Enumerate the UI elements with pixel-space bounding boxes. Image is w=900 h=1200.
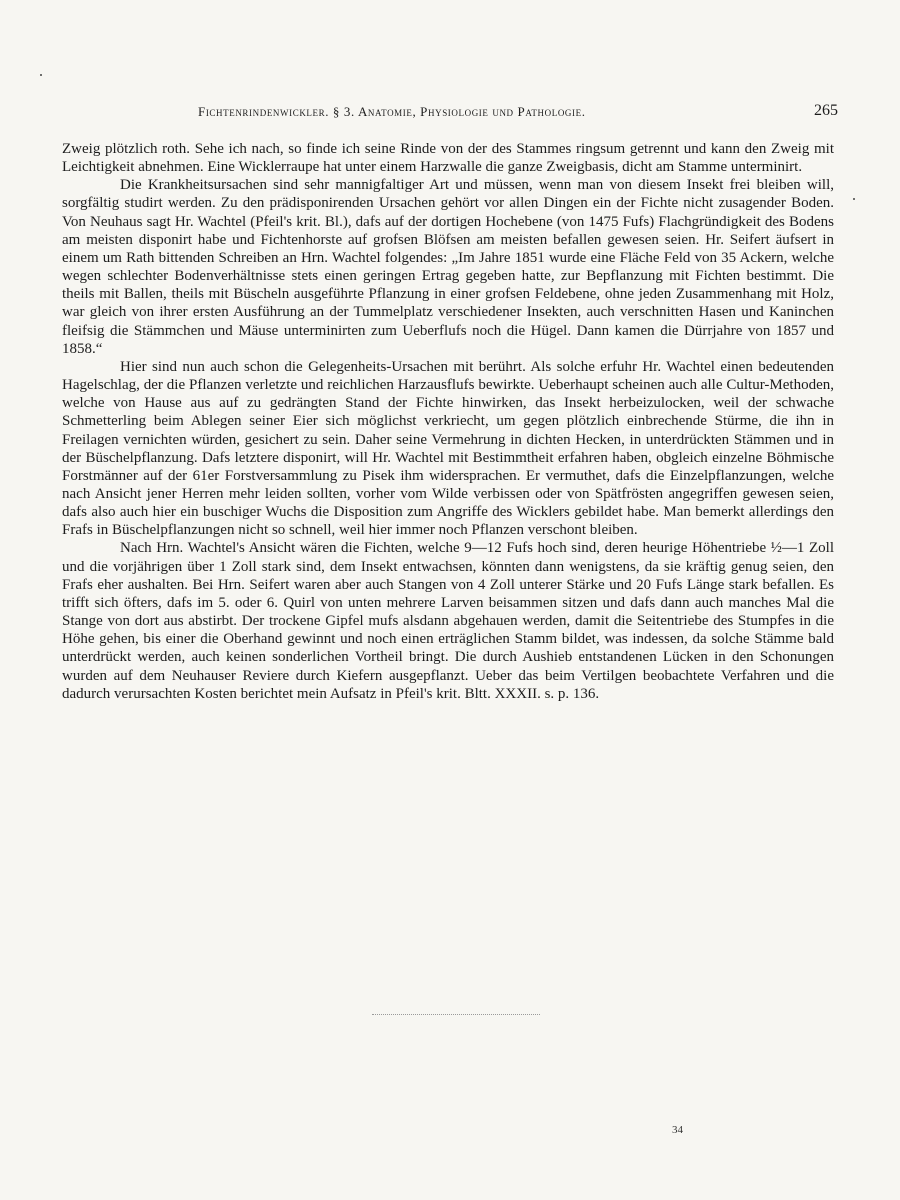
paragraph-3: Hier sind nun auch schon die Gelegenheits-Ursachen mit berührt. Als solche erfuhr Hr. Wachtel einen bedeutenden Hagelschlag, der die Pflanzen verletzte und reichlichen Harzausflufs bewirkte. Ueberhaupt scheinen auch alle Cultur-Methoden, welche von Hause aus auf zu gedrängten Stand der Fichte hinwirken, das Insekt herbeizulocken, weil der schwache Schmetterling beim Ablegen seiner Eier sich möglichst verkriecht, um gegen plötzlich einbrechende Stürme, die ihn in Freilagen vernichten würden, gesichert zu sein. Daher seine Vermehrung in dichten Hecken, in unterdrückten Stämmen und in der Büschelpflanzung. Dafs letztere disponirt, will Hr. Wachtel mit Bestimmtheit erfahren haben, obgleich einzelne Böhmische Forstmänner auf der 61er Forstversammlung zu Pisek ihm widersprachen. Er vermuthet, dafs die Einzelpflanzungen, welche nach Ansicht jener Herren mehr leiden sollten, vorher vom Wilde verbissen oder von Spätfrösten angegriffen gewesen seien, dafs also auch hier ein buschiger Wuchs die Disposition zum Angriffe des Wicklers gebildet habe. Man bemerkt allerdings den Frafs in Büschelpflanzungen nicht so schnell, weil hier immer noch Pflanzen verschont bleiben. <box>62 358 834 539</box>
page-number: 265 <box>814 102 838 119</box>
scan-speck <box>40 74 42 76</box>
paragraph-2: Die Krankheitsursachen sind sehr mannigfaltiger Art und müssen, wenn man von diesem Insekt frei bleiben will, sorgfältig studirt werden. Zu den prädisponirenden Ursachen gehört vor allen Dingen ein der Fichte nicht zusagender Boden. Von Neuhaus sagt Hr. Wachtel (Pfeil's krit. Bl.), dafs auf der dortigen Hochebene (von 1475 Fufs) Flachgründigkeit des Bodens am meisten disponirt habe und Fichtenhorste auf grofsen Blöfsen am meisten befallen gewesen seien. Hr. Seifert äufsert in einem um Rath bittenden Schreiben an Hrn. Wachtel folgendes: „Im Jahre 1851 wurde eine Fläche Feld von 35 Ackern, welche wegen schlechter Bodenverhältnisse stets einen geringen Ertrag gegeben hatte, zur Bepflanzung mit Fichten bestimmt. Die theils mit Ballen, theils mit Büscheln ausgeführte Pflanzung in einer grofsen Feldebene, ohne jeden Zusammenhang mit Holz, war gleich von ihrer ersten Ausführung an der Tummelplatz verschiedener Insekten, auch verschnitten Hasen und Kaninchen fleifsig die Stämmchen und Mäuse unterminirten zum Ueberflufs noch die Hügel. Dann kamen die Dürrjahre von 1857 und 1858.“ <box>62 177 834 357</box>
folio-number: 34 <box>672 1124 683 1136</box>
paragraph-1: Zweig plötzlich roth. Sehe ich nach, so finde ich seine Rinde von der des Stammes ringsum getrennt und kann den Zweig mit Leichtigkeit abnehmen. Eine Wicklerraupe hat unter einem Harzwalle die ganze Zweigbasis, dicht am Stamme unterminirt. <box>62 141 834 176</box>
scan-speck <box>853 198 855 200</box>
running-header <box>198 104 838 120</box>
running-title: Fichtenrindenwickler. § 3. Anatomie, Physiologie und Pathologie. <box>198 104 586 119</box>
section-separator <box>372 1014 540 1015</box>
body-text <box>62 140 834 703</box>
paragraph-4: Nach Hrn. Wachtel's Ansicht wären die Fichten, welche 9—12 Fufs hoch sind, deren heurige Höhentriebe ½—1 Zoll und die vorjährigen über 1 Zoll stark sind, dem Insekt entwachsen, könnten dann wenigstens, da sie kräftig genug seien, den Frafs eher aushalten. Bei Hrn. Seifert waren aber auch Stangen von 4 Zoll unterer Stärke und 20 Fufs Länge stark befallen. Es trifft sich öfters, dafs im 5. oder 6. Quirl von unten mehrere Larven beisammen sitzen und dafs dann auch manches Mal die Stange von dort aus abstirbt. Der trockene Gipfel mufs alsdann abgehauen werden, damit die Seitentriebe des Stumpfes in die Höhe gehen, bis einer die Oberhand gewinnt und noch einen erträglichen Stamm bildet, was indessen, da solche Stämme bald unterdrückt werden, auch keinen sonderlichen Vortheil bringt. Die durch Aushieb entstandenen Lücken in den Schonungen wurden auf dem Neuhauser Reviere durch Kiefern ausgepflanzt. Ueber das beim Vertilgen beobachtete Verfahren und die dadurch verursachten Kosten berichtet mein Aufsatz in Pfeil's krit. Bltt. XXXII. s. p. 136. <box>62 540 834 702</box>
